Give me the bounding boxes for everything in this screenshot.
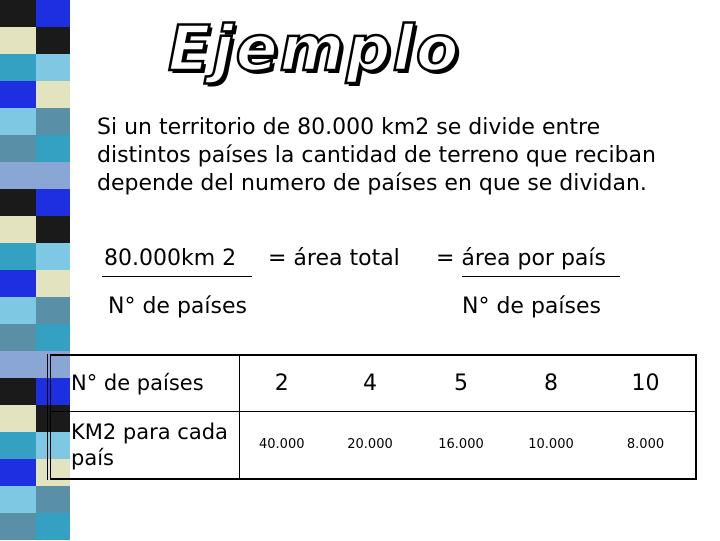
countries-cell: 4 — [324, 355, 416, 411]
countries-area-table — [47, 354, 697, 480]
fraction-bar-left — [102, 276, 252, 277]
formula-left-denominator: N° de países — [108, 294, 247, 319]
formula-right-denominator: N° de países — [462, 294, 601, 319]
km2-cell: 8.000 — [626, 437, 665, 453]
km2-cell: 10.000 — [528, 437, 574, 453]
countries-cell: 10 — [596, 355, 696, 411]
row-header-countries: N° de países — [49, 355, 239, 411]
formula-equals-total: = área total — [268, 246, 400, 271]
countries-cell: 2 — [239, 355, 324, 411]
countries-cell: 8 — [506, 355, 596, 411]
km2-cell: 20.000 — [347, 437, 393, 453]
km2-cell: 40.000 — [259, 437, 305, 453]
formula-equals-per-country: = área por país — [436, 246, 606, 271]
table-row-km2 — [49, 411, 696, 479]
slide-title: Ejemplo — [168, 12, 461, 85]
fraction-bar-right — [462, 276, 620, 277]
countries-cell: 5 — [416, 355, 506, 411]
formula-left-numerator: 80.000km 2 — [104, 246, 237, 271]
table-row-countries — [49, 355, 696, 411]
intro-paragraph: Si un territorio de 80.000 km2 se divide entre distintos países la cantidad de terreno que reciban depende del numero de países en que se dividan. — [97, 115, 656, 196]
row-header-km2: KM2 para cada país — [49, 411, 239, 479]
km2-cell: 16.000 — [438, 437, 484, 453]
